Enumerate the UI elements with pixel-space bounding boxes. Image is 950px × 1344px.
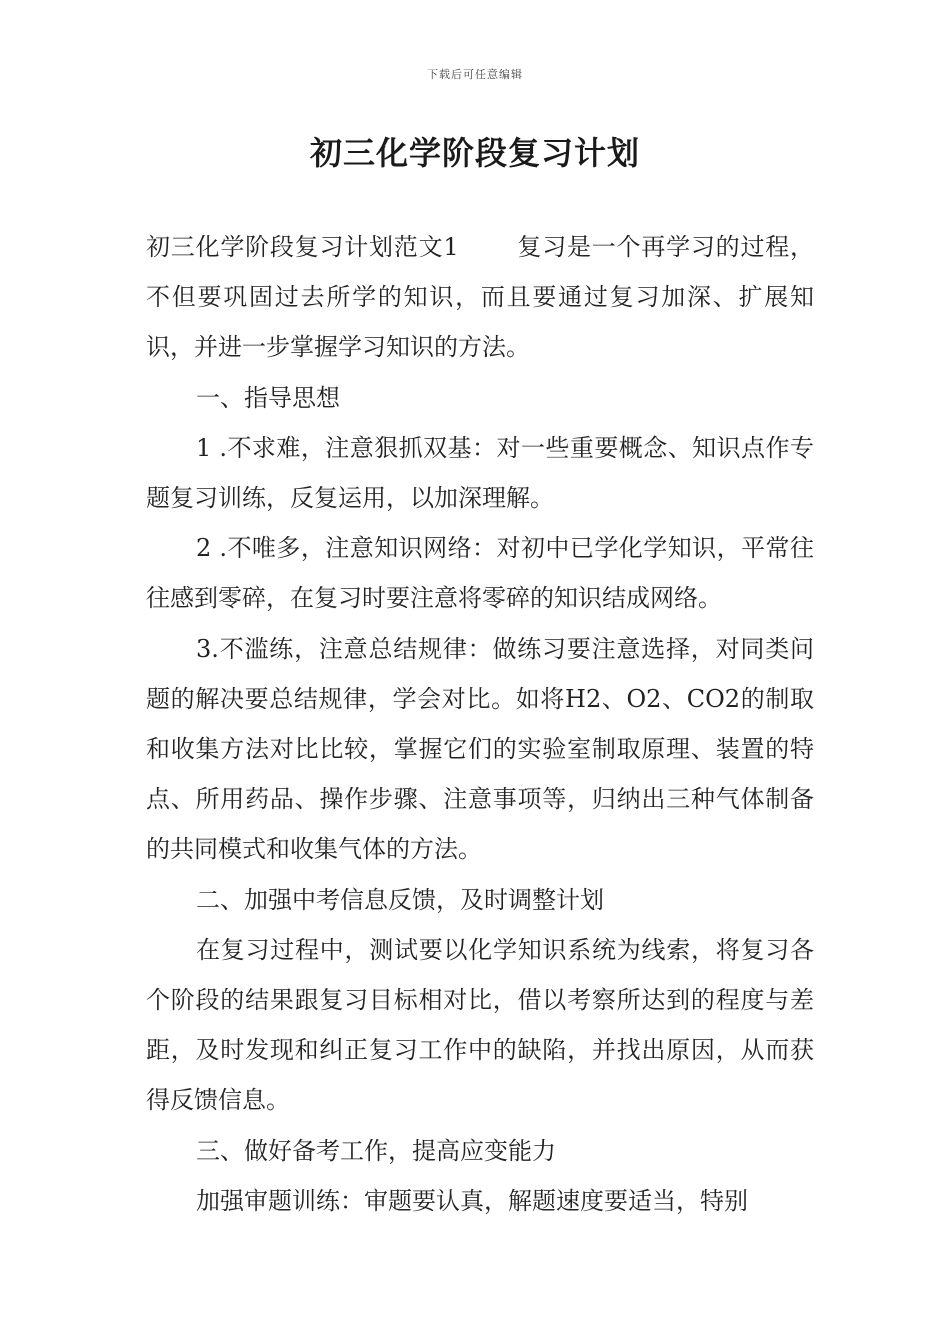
paragraph-point-1: 1 .不求难，注意狠抓双基：对一些重要概念、知识点作专题复习训练，反复运用，以加深理解。 xyxy=(146,433,814,513)
paragraph-exam-prep: 加强审题训练：审题要认真，解题速度要适当，特别 xyxy=(196,1186,748,1215)
document-body xyxy=(146,222,814,1226)
paragraph-intro-text: 复习是一个再学习的过程，不但要巩固过去所学的知识，而且要通过复习加深、扩展知识，并进一步掌握学习知识的方法。 xyxy=(146,233,814,362)
paragraph-feedback: 在复习过程中，测试要以化学知识系统为线索，将复习各个阶段的结果跟复习目标相对比，借以考察所达到的程度与差距，及时发现和纠正复习工作中的缺陷，并找出原因，从而获得反馈信息。 xyxy=(146,935,814,1115)
lead-label: 初三化学阶段复习计划范文1 xyxy=(146,233,459,261)
document-title: 初三化学阶段复习计划 xyxy=(309,134,640,172)
paragraph-intro xyxy=(146,222,814,373)
section-heading-exam-prep: 三、做好备考工作，提高应变能力 xyxy=(196,1136,556,1165)
paragraph-point-2: 2 .不唯多，注意知识网络：对初中已学化学知识，平常往往感到零碎，在复习时要注意将零碎的知识结成网络。 xyxy=(146,534,814,613)
header-note: 下载后可任意编辑 xyxy=(427,68,523,81)
section-heading-feedback: 二、加强中考信息反馈，及时调整计划 xyxy=(196,885,604,914)
section-heading-guiding-thought: 一、指导思想 xyxy=(196,383,340,412)
paragraph-point-3: 3.不滥练，注意总结规律：做练习要注意选择，对同类问题的解决要总结规律，学会对比。如将H2、O2、CO2的制取和收集方法对比比较，掌握它们的实验室制取原理、装置的特点、所用药品、操作步骤、注意事项等，归纳出三种气体制备的共同模式和收集气体的方法。 xyxy=(146,634,814,864)
